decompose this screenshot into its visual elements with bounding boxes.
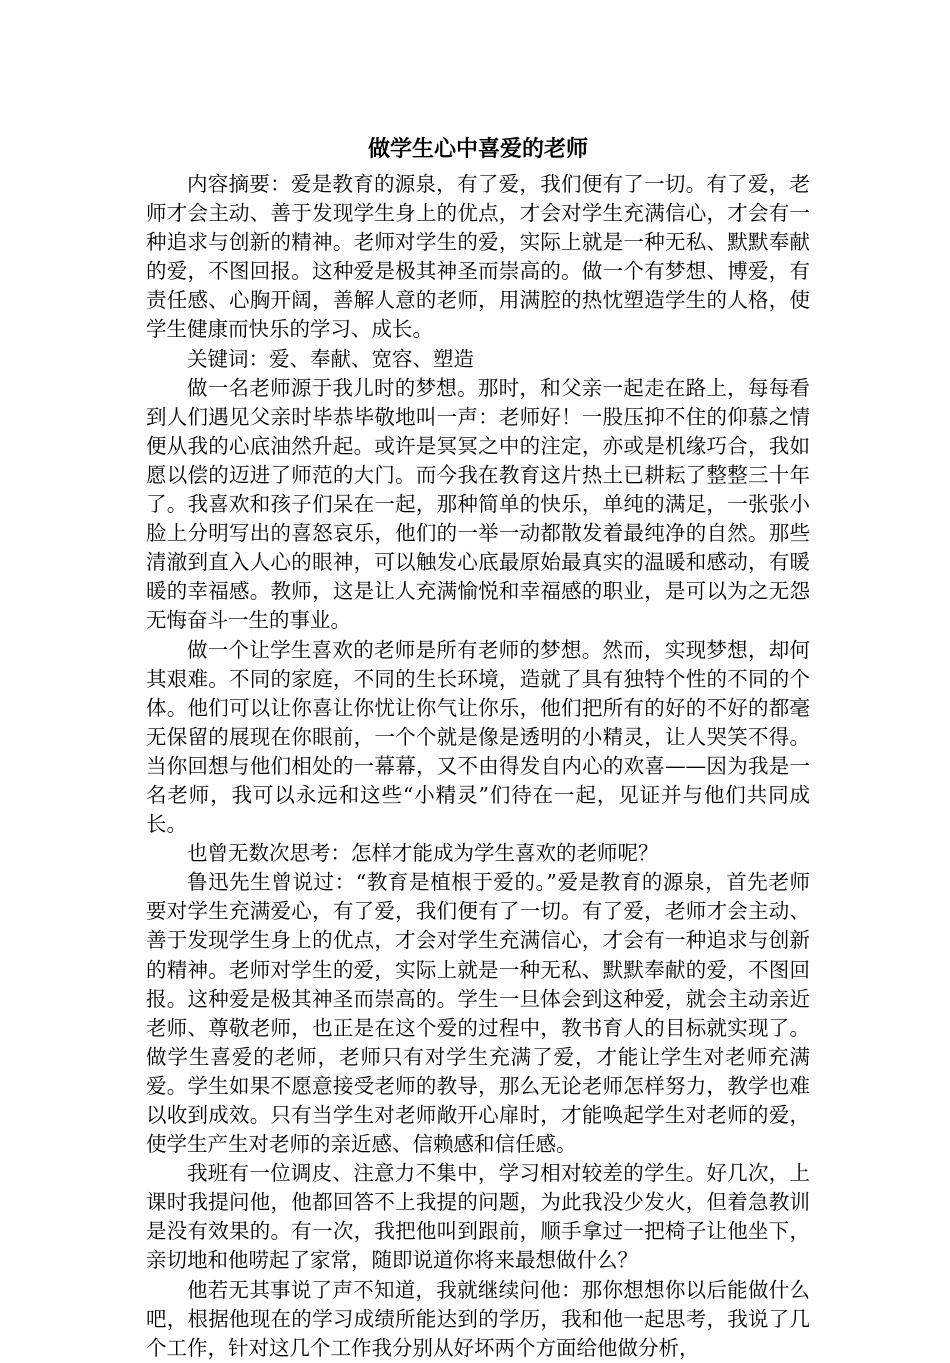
document-body [146,130,810,1363]
body-paragraph: 我班有一位调皮、注意力不集中，学习相对较差的学生。好几次，上课时我提问他，他都回答不上我提的问题，为此我没少发火，但着急教训是没有效果的。有一次，我把他叫到跟前，顺手拿过一把椅子让他坐下，亲切地和他唠起了家常，随即说道你将来最想做什么？ [146,1161,810,1273]
body-paragraph: 做一个让学生喜欢的老师是所有老师的梦想。然而，实现梦想，却何其艰难。不同的家庭，不同的生长环境，造就了具有独特个性的不同的个体。他们可以让你喜让你忧让你气让你乐，他们把所有的好的不好的都毫无保留的展现在你眼前，一个个就是像是透明的小精灵，让人哭笑不得。当你回想与他们相处的一幕幕，又不由得发自内心的欢喜——因为我是一名老师，我可以永远和这些“小精灵”们待在一起，见证并与他们共同成长。 [146,637,810,837]
keywords-paragraph: 关键词：爱、奉献、宽容、塑造 [187,346,474,371]
abstract-paragraph: 内容摘要：爱是教育的源泉，有了爱，我们便有了一切。有了爱，老师才会主动、善于发现学生身上的优点，才会对学生充满信心，才会有一种追求与创新的精神。老师对学生的爱，实际上就是一种无私、默默奉献的爱，不图回报。这种爱是极其神圣而崇高的。做一个有梦想、博爱，有责任感、心胸开阔，善解人意的老师，用满腔的热忱塑造学生的人格，使学生健康而快乐的学习、成长。 [146,172,810,342]
document-title: 做学生心中喜爱的老师 [367,137,588,162]
body-paragraph: 他若无其事说了声不知道，我就继续问他：那你想想你以后能做什么吧，根据他现在的学习成绩所能达到的学历，我和他一起思考，我说了几个工作，针对这几个工作我分别从好坏两个方面给他做分析， [146,1277,810,1360]
body-paragraph: 做一名老师源于我儿时的梦想。那时，和父亲一起走在路上，每每看到人们遇见父亲时毕恭毕敬地叫一声：老师好！一股压抑不住的仰慕之情便从我的心底油然升起。或许是冥冥之中的注定，亦或是机缘巧合，我如愿以偿的迈进了师范的大门。而今我在教育这片热土已耕耘了整整三十年了。我喜欢和孩子们呆在一起，那种简单的快乐，单纯的满足，一张张小脸上分明写出的喜怒哀乐，他们的一举一动都散发着最纯净的自然。那些清澈到直入人心的眼神，可以触发心底最原始最真实的温暖和感动，有暖暖的幸福感。教师，这是让人充满愉悦和幸福感的职业，是可以为之无怨无悔奋斗一生的事业。 [146,375,810,633]
body-paragraph: 也曾无数次思考：怎样才能成为学生喜欢的老师呢？ [187,841,659,866]
body-paragraph: 鲁迅先生曾说过：“教育是植根于爱的。”爱是教育的源泉，首先老师要对学生充满爱心，有了爱，我们便有了一切。有了爱，老师才会主动、善于发现学生身上的优点，才会对学生充满信心，才会有一种追求与创新的精神。老师对学生的爱，实际上就是一种无私、默默奉献的爱，不图回报。这种爱是极其神圣而崇高的。学生一旦体会到这种爱，就会主动亲近老师、尊敬老师，也正是在这个爱的过程中，教书育人的目标就实现了。做学生喜爱的老师，老师只有对学生充满了爱，才能让学生对老师充满爱。学生如果不愿意接受老师的教导，那么无论老师怎样努力，教学也难以收到成效。只有当学生对老师敞开心扉时，才能唤起学生对老师的爱，使学生产生对老师的亲近感、信赖感和信任感。 [146,870,810,1157]
